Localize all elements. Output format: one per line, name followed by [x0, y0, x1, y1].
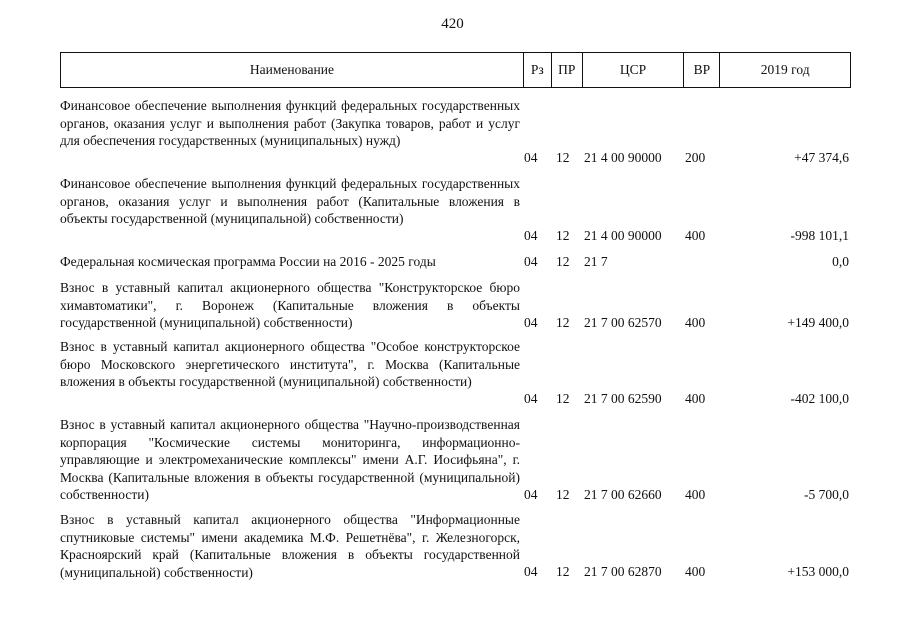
header-pr: ПР: [551, 53, 582, 87]
row-csr: 21 7 00 62590: [584, 391, 662, 407]
row-pr: 12: [556, 228, 570, 244]
row-name: Взнос в уставный капитал акционерного общества "Информационные спутниковые системы" имени академика М.Ф. Решетнёва", г. Железногорск, Красноярский край (Капитальные вложения в объекты государственной (муниципальной) собственности): [60, 512, 520, 580]
header-year: 2019 год: [719, 53, 850, 87]
row-vr: 400: [685, 564, 706, 580]
row-pr: 12: [556, 254, 570, 270]
row-rz: 04: [524, 254, 538, 270]
row-csr: 21 7: [584, 254, 608, 270]
table-header: [60, 52, 851, 88]
table-row: [60, 338, 851, 408]
row-pr: 12: [556, 564, 570, 580]
row-pr: 12: [556, 487, 570, 503]
row-vr: 400: [685, 487, 706, 503]
row-name: Взнос в уставный капитал акционерного общества "Конструкторское бюро химавтоматики", г. Воронеж (Капитальные вложения в объекты государственной (муниципальной) собственности): [60, 280, 520, 331]
row-name: Федеральная космическая программа России на 2016 - 2025 годы: [60, 254, 436, 269]
table-row: [60, 175, 851, 245]
page-number: 420: [441, 16, 464, 32]
row-name: Взнос в уставный капитал акционерного общества "Научно-производственная корпорация "Космические системы мониторинга, информационно-управляющие и электромеханические комплексы" имени А.Г. Иосифьяна", г. Москва (Капитальные вложения в объекты государственной (муниципальной) собственности): [60, 417, 520, 503]
table-row: [60, 253, 851, 271]
table-row: [60, 511, 851, 581]
header-rz: Рз: [523, 53, 551, 87]
row-rz: 04: [524, 228, 538, 244]
row-pr: 12: [556, 315, 570, 331]
row-amount: +153 000,0: [787, 564, 849, 580]
row-amount: 0,0: [832, 254, 849, 270]
row-name: Финансовое обеспечение выполнения функций федеральных государственных органов, оказания услуг и выполнения работ (Капитальные вложения в объекты государственной (муниципальной) собственности): [60, 176, 520, 227]
row-name: Финансовое обеспечение выполнения функций федеральных государственных органов, оказания услуг и выполнения работ (Закупка товаров, работ и услуг для обеспечения государственных (муниципальных) нужд): [60, 98, 520, 149]
row-rz: 04: [524, 564, 538, 580]
row-amount: -5 700,0: [804, 487, 849, 503]
table-row: [60, 279, 851, 332]
row-amount: +149 400,0: [787, 315, 849, 331]
row-rz: 04: [524, 487, 538, 503]
row-csr: 21 7 00 62570: [584, 315, 662, 331]
row-csr: 21 4 00 90000: [584, 228, 662, 244]
row-pr: 12: [556, 391, 570, 407]
row-vr: 400: [685, 315, 706, 331]
row-name: Взнос в уставный капитал акционерного общества "Особое конструкторское бюро Московского энергетического института", г. Москва (Капитальные вложения в объекты государственной (муниципальной) собственности): [60, 339, 520, 390]
row-amount: +47 374,6: [794, 150, 849, 166]
header-vr: ВР: [683, 53, 719, 87]
row-csr: 21 7 00 62660: [584, 487, 662, 503]
row-pr: 12: [556, 150, 570, 166]
row-rz: 04: [524, 391, 538, 407]
table-row: [60, 416, 851, 504]
table-row: [60, 97, 851, 167]
row-amount: -998 101,1: [790, 228, 849, 244]
row-rz: 04: [524, 315, 538, 331]
row-vr: 200: [685, 150, 706, 166]
row-vr: 400: [685, 228, 706, 244]
header-name: Наименование: [249, 62, 334, 77]
row-rz: 04: [524, 150, 538, 166]
row-vr: 400: [685, 391, 706, 407]
header-csr: ЦСР: [582, 53, 684, 87]
row-csr: 21 4 00 90000: [584, 150, 662, 166]
row-amount: -402 100,0: [790, 391, 849, 407]
row-csr: 21 7 00 62870: [584, 564, 662, 580]
